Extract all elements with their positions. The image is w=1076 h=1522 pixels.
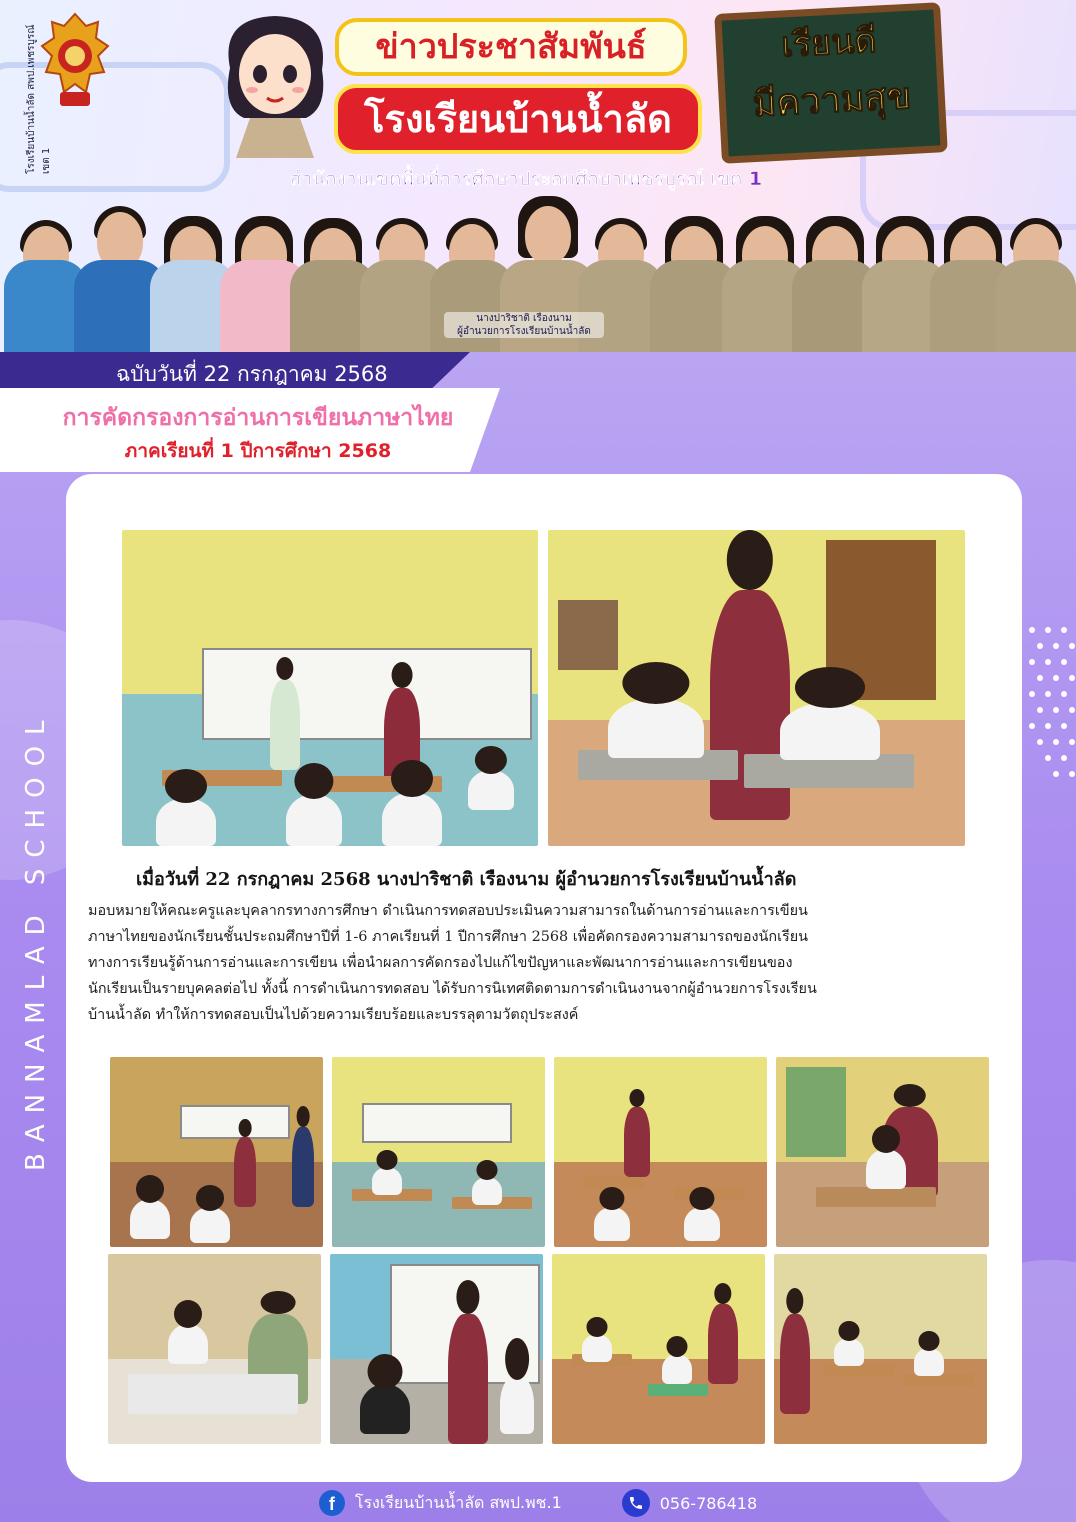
article-line: นักเรียนเป็นรายบุคคลต่อไป ทั้งนี้ การดำเนินการทดสอบ ได้รับการนิเทศติดตามการดำเนินงานจากผู้อำนวยการโรงเรียน xyxy=(88,981,817,997)
director-title: ผู้อำนวยการโรงเรียนบ้านน้ำลัด xyxy=(457,326,591,337)
gallery-photo-3 xyxy=(554,1057,767,1247)
photo-classroom-front xyxy=(122,530,538,846)
motto-line-1: เรียนดี xyxy=(780,20,878,66)
phone-icon xyxy=(622,1489,650,1517)
motto-board xyxy=(714,2,948,164)
gallery-photo-5 xyxy=(108,1254,321,1444)
gallery-photo-4 xyxy=(776,1057,989,1247)
facebook-icon: f xyxy=(319,1490,345,1516)
article-line: มอบหมายให้คณะครูและบุคลากรทางการศึกษา ดำเนินการทดสอบประเมินความสามารถในด้านการอ่านและการเขียน xyxy=(88,903,808,919)
logo-caption: โรงเรียนบ้านน้ำลัด สพป.เพชรบูรณ์ เขต 1 xyxy=(26,24,52,174)
gallery-photo-6 xyxy=(330,1254,543,1444)
article-line: ทางการเรียนรู้ด้านการอ่านและการเขียน เพื่อนำผลการคัดกรองไปแก้ไขปัญหาและพัฒนาการอ่านและการเขียนของ xyxy=(88,955,793,971)
gallery-photo-8 xyxy=(774,1254,987,1444)
title-line-2: โรงเรียนบ้านน้ำลัด xyxy=(334,84,702,154)
article-lead: เมื่อวันที่ 22 กรกฎาคม 2568 นางปาริชาติ เรืองนาม ผู้อำนวยการโรงเรียนบ้านน้ำลัด xyxy=(136,869,797,890)
article-body xyxy=(88,898,1008,1028)
article-line: ภาษาไทยของนักเรียนชั้นประถมศึกษาปีที่ 1-6 ภาคเรียนที่ 1 ปีการศึกษา 2568 เพื่อคัดกรองความสามารถของนักเรียน xyxy=(88,929,809,945)
school-logo xyxy=(38,12,112,112)
school-side-label: BANNAMLAD SCHOOL xyxy=(21,709,51,1171)
header-banner xyxy=(0,0,1076,352)
gallery-photo-7 xyxy=(552,1254,765,1444)
mascot-illustration xyxy=(210,8,340,158)
photo-director-with-students xyxy=(548,530,965,846)
facebook-contact[interactable] xyxy=(319,1490,562,1516)
phone-number: 056-786418 xyxy=(659,1493,758,1513)
phone-contact[interactable] xyxy=(622,1489,757,1517)
footer xyxy=(0,1484,1076,1522)
motto-line-2: มีความสุข xyxy=(751,75,913,126)
decorative-dots xyxy=(1022,620,1076,920)
office-name: สำนักงานเขตพื้นที่การศึกษาประถมศึกษาเพชรบูรณ์ เขต 1 xyxy=(289,168,763,190)
staff-member xyxy=(996,212,1076,352)
gallery-photo-2 xyxy=(332,1057,545,1247)
director-name: นางปาริชาติ เรืองนาม xyxy=(476,313,572,324)
director-caption xyxy=(444,312,604,338)
gallery-photo-1 xyxy=(110,1057,323,1247)
headline-title: การคัดกรองการอ่านการเขียนภาษาไทย xyxy=(62,405,454,431)
headline-subtitle: ภาคเรียนที่ 1 ปีการศึกษา 2568 xyxy=(124,440,392,462)
article-line: บ้านน้ำลัด ทำให้การทดสอบเป็นไปด้วยความเรียบร้อยและบรรลุตามวัตถุประสงค์ xyxy=(88,1007,579,1023)
title-line-1: ข่าวประชาสัมพันธ์ xyxy=(335,18,687,76)
issue-date: ฉบับวันที่ 22 กรกฎาคม 2568 xyxy=(116,362,388,386)
facebook-label: โรงเรียนบ้านน้ำลัด สพป.พช.1 xyxy=(354,1492,562,1512)
